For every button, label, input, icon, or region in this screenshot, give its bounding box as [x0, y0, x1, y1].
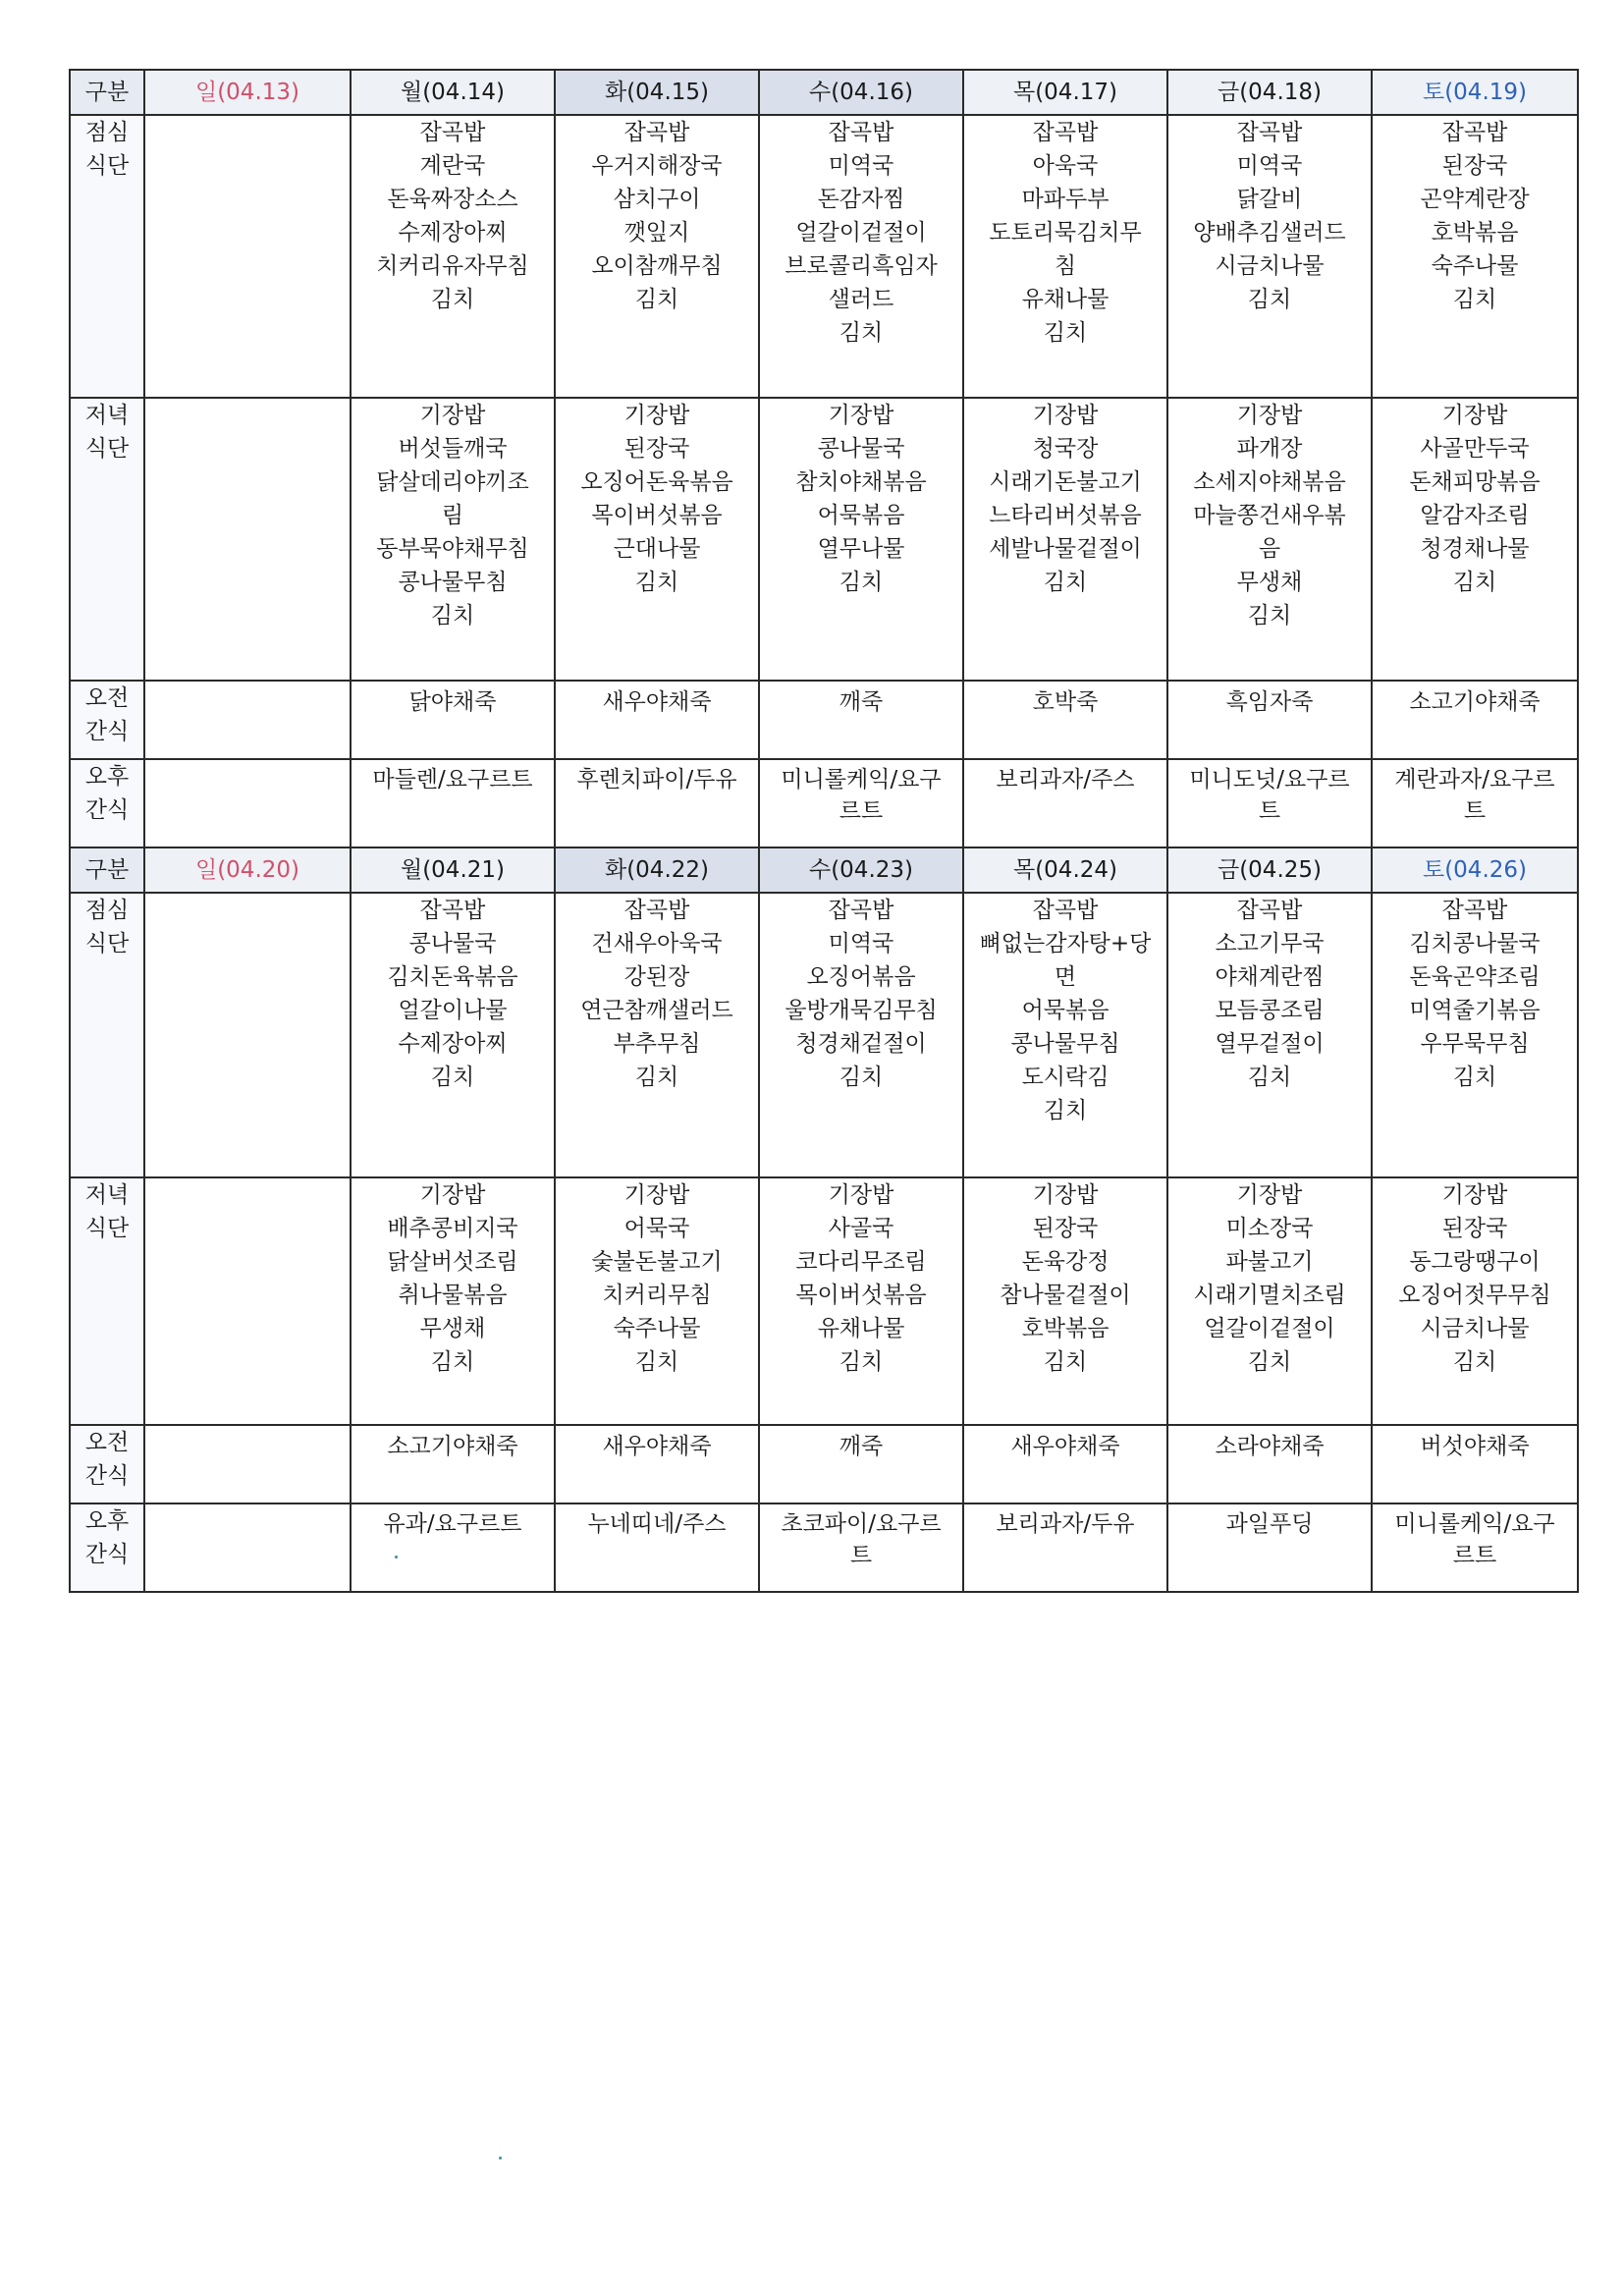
menu-item: 시금치나물: [1420, 1316, 1530, 1341]
menu-cell: [1372, 681, 1578, 759]
day-header: 화(04.22): [555, 847, 759, 893]
menu-cell: [144, 759, 351, 847]
menu-cell: [1167, 681, 1372, 759]
menu-cell: [144, 1177, 351, 1425]
menu-cell: [963, 1503, 1167, 1592]
menu-cell: [759, 759, 963, 847]
menu-item: 마들렌/요구르트: [372, 767, 533, 793]
menu-item: 보리과자/두유: [996, 1511, 1135, 1537]
menu-item: 기장밥: [1032, 403, 1099, 428]
menu-item: 기장밥: [1441, 403, 1508, 428]
menu-item: 김치: [634, 287, 679, 312]
menu-item: 어묵국: [623, 1216, 690, 1241]
weekly-meal-table: [69, 69, 1579, 1593]
day-header: 일(04.13): [144, 70, 351, 115]
menu-item: 청국장: [1032, 436, 1099, 462]
menu-cell: [144, 398, 351, 681]
menu-item: 느타리버섯볶음: [989, 503, 1142, 528]
menu-item: 연근참깨샐러드: [580, 998, 733, 1023]
menu-item: 참치야채볶음: [795, 469, 927, 495]
menu-item: 치커리무침: [602, 1283, 712, 1308]
menu-item: 기장밥: [1441, 1182, 1508, 1208]
menu-item: 흑임자죽: [1225, 689, 1314, 715]
menu-item: 동그랑땡구이: [1409, 1249, 1541, 1275]
menu-item: 호박볶음: [1431, 220, 1519, 246]
day-header: 토(04.19): [1372, 70, 1578, 115]
day-header: 일(04.20): [144, 847, 351, 893]
am-snack-label: [70, 681, 144, 759]
label-line: 저녁: [84, 1182, 130, 1208]
menu-item: 열무나물: [817, 536, 905, 562]
menu-item: 김치: [1043, 320, 1088, 346]
menu-item: 림: [441, 503, 464, 528]
lunch-row: [70, 115, 1578, 398]
menu-item: 목이버섯볶음: [591, 503, 723, 528]
menu-cell: [1372, 1503, 1578, 1592]
menu-cell: [555, 1177, 759, 1425]
menu-item: 숙주나물: [1431, 253, 1519, 279]
menu-item: 된장국: [1441, 1216, 1508, 1241]
menu-item: 오징어돈육볶음: [580, 469, 733, 495]
menu-cell: [555, 398, 759, 681]
menu-item: 된장국: [623, 436, 690, 462]
menu-cell: [1372, 759, 1578, 847]
label-line: 간식: [84, 797, 130, 823]
pm-snack-label: [70, 1503, 144, 1592]
menu-item: 김치: [1043, 1098, 1088, 1123]
menu-item: 샐러드: [828, 287, 894, 312]
menu-item: 깨죽: [839, 1434, 884, 1459]
menu-cell: [351, 1177, 555, 1425]
menu-item: 청경채겉절이: [795, 1031, 927, 1057]
menu-item: 사골만두국: [1420, 436, 1530, 462]
menu-cell: [555, 681, 759, 759]
menu-item: 브로콜리흑임자: [785, 253, 938, 279]
menu-cell: [759, 1425, 963, 1503]
menu-item: 김치: [430, 287, 475, 312]
menu-item: 잡곡밥: [623, 898, 690, 923]
menu-cell: [351, 115, 555, 398]
menu-cell: [963, 115, 1167, 398]
menu-cell: [759, 115, 963, 398]
menu-item: 배추콩비지국: [387, 1216, 518, 1241]
menu-item: 건새우아욱국: [591, 931, 723, 957]
menu-cell: [1167, 1425, 1372, 1503]
scan-speck: [499, 2157, 502, 2159]
menu-item: 취나물볶음: [398, 1283, 508, 1308]
menu-cell: [759, 893, 963, 1177]
label-line: 식단: [84, 436, 130, 462]
menu-cell: [963, 398, 1167, 681]
menu-item: 잡곡밥: [419, 898, 486, 923]
menu-item: 코다리무조림: [795, 1249, 927, 1275]
header-row: [70, 70, 1578, 115]
label-line: 오후: [84, 1508, 130, 1534]
menu-item: 기장밥: [828, 403, 894, 428]
menu-cell: [555, 1425, 759, 1503]
menu-item: 누네띠네/주스: [587, 1511, 727, 1537]
menu-item: 음: [1258, 536, 1281, 562]
menu-item: 돈육강정: [1021, 1249, 1110, 1275]
menu-item: 잡곡밥: [1236, 120, 1303, 145]
menu-item: 트: [1258, 798, 1281, 824]
menu-item: 숯불돈불고기: [591, 1249, 723, 1275]
menu-item: 참나물겉절이: [1000, 1283, 1131, 1308]
menu-item: 김치: [1247, 603, 1292, 629]
menu-item: 무생채: [419, 1316, 486, 1341]
menu-item: 무생채: [1236, 570, 1303, 595]
menu-cell: [1167, 1503, 1372, 1592]
menu-item: 김치: [1452, 1065, 1497, 1090]
menu-cell: [1372, 115, 1578, 398]
label-line: 오후: [84, 764, 130, 790]
menu-item: 유채나물: [1021, 287, 1110, 312]
menu-item: 새우야채죽: [602, 689, 712, 715]
menu-item: 미역줄기볶음: [1409, 998, 1541, 1023]
menu-item: 닭야채죽: [408, 689, 497, 715]
menu-cell: [1167, 759, 1372, 847]
label-line: 점심: [84, 898, 130, 923]
lunch-label: [70, 893, 144, 1177]
menu-cell: [1167, 1177, 1372, 1425]
menu-item: 침: [1054, 253, 1077, 279]
menu-item: 김치: [634, 570, 679, 595]
menu-cell: [351, 759, 555, 847]
menu-item: 기장밥: [828, 1182, 894, 1208]
menu-item: 시래기돈불고기: [989, 469, 1142, 495]
scan-speck: [395, 1556, 398, 1558]
menu-item: 잡곡밥: [419, 120, 486, 145]
menu-cell: [144, 1425, 351, 1503]
menu-item: 기장밥: [419, 1182, 486, 1208]
menu-cell: [759, 1503, 963, 1592]
menu-item: 김치: [1247, 1349, 1292, 1375]
day-header: 목(04.17): [963, 70, 1167, 115]
menu-item: 김치: [430, 1349, 475, 1375]
menu-cell: [963, 1177, 1167, 1425]
day-header: 월(04.14): [351, 70, 555, 115]
menu-item: 잡곡밥: [828, 898, 894, 923]
menu-cell: [963, 893, 1167, 1177]
menu-item: 목이버섯볶음: [795, 1283, 927, 1308]
menu-item: 김치: [1452, 287, 1497, 312]
am-snack-row: [70, 681, 1578, 759]
menu-item: 콩나물국: [817, 436, 905, 462]
menu-item: 청경채나물: [1420, 536, 1530, 562]
menu-item: 김치: [1247, 287, 1292, 312]
menu-item: 기장밥: [1236, 403, 1303, 428]
menu-cell: [759, 681, 963, 759]
menu-item: 김치: [1043, 570, 1088, 595]
menu-item: 김치: [634, 1349, 679, 1375]
menu-cell: [1167, 115, 1372, 398]
menu-cell: [144, 1503, 351, 1592]
menu-item: 파개장: [1236, 436, 1303, 462]
menu-item: 우거지해장국: [591, 153, 723, 179]
menu-item: 기장밥: [623, 403, 690, 428]
menu-item: 김치: [1247, 1065, 1292, 1090]
menu-item: 어묵볶음: [817, 503, 905, 528]
label-line: 오전: [84, 1430, 130, 1455]
menu-item: 기장밥: [1032, 1182, 1099, 1208]
menu-item: 트: [849, 1543, 873, 1568]
menu-item: 돈채피망볶음: [1409, 469, 1541, 495]
menu-item: 김치: [839, 320, 884, 346]
meal-plan-sheet: [69, 69, 1577, 1593]
menu-item: 파불고기: [1225, 1249, 1314, 1275]
menu-item: 깻잎지: [623, 220, 690, 246]
menu-item: 미역국: [828, 931, 894, 957]
menu-item: 잡곡밥: [1236, 898, 1303, 923]
menu-cell: [144, 681, 351, 759]
menu-cell: [555, 1503, 759, 1592]
day-header: 금(04.18): [1167, 70, 1372, 115]
label-line: 오전: [84, 685, 130, 711]
menu-item: 콩나물국: [408, 931, 497, 957]
menu-item: 양배추김샐러드: [1193, 220, 1346, 246]
dinner-row: [70, 398, 1578, 681]
menu-item: 기장밥: [623, 1182, 690, 1208]
menu-item: 김치콩나물국: [1409, 931, 1541, 957]
lunch-row: [70, 893, 1578, 1177]
menu-item: 닭살버섯조림: [387, 1249, 518, 1275]
menu-item: 콩나물무침: [1010, 1031, 1120, 1057]
menu-item: 새우야채죽: [602, 1434, 712, 1459]
menu-cell: [351, 1425, 555, 1503]
dinner-row: [70, 1177, 1578, 1425]
menu-item: 잡곡밥: [1441, 898, 1508, 923]
menu-item: 호박죽: [1032, 689, 1099, 715]
menu-item: 김치: [430, 603, 475, 629]
menu-item: 트: [1463, 798, 1487, 824]
label-line: 식단: [84, 1216, 130, 1241]
menu-item: 우무묵무침: [1420, 1031, 1530, 1057]
day-header: 금(04.25): [1167, 847, 1372, 893]
menu-item: 어묵볶음: [1021, 998, 1110, 1023]
menu-item: 면: [1054, 964, 1077, 990]
menu-item: 얼갈이겉절이: [795, 220, 927, 246]
menu-cell: [351, 893, 555, 1177]
am-snack-row: [70, 1425, 1578, 1503]
menu-item: 유채나물: [817, 1316, 905, 1341]
menu-item: 뼈없는감자탕+당: [979, 931, 1152, 957]
menu-cell: [555, 759, 759, 847]
menu-item: 김치: [430, 1065, 475, 1090]
menu-item: 보리과자/주스: [996, 767, 1135, 793]
menu-item: 돈감자찜: [817, 187, 905, 212]
menu-item: 알감자조림: [1420, 503, 1530, 528]
menu-item: 오징어젓무무침: [1398, 1283, 1551, 1308]
label-line: 저녁: [84, 403, 130, 428]
label-line: 점심: [84, 120, 130, 145]
menu-cell: [963, 759, 1167, 847]
menu-item: 김치돈육볶음: [387, 964, 518, 990]
menu-item: 얼갈이나물: [398, 998, 508, 1023]
menu-item: 된장국: [1032, 1216, 1099, 1241]
menu-item: 미니롤케익/요구: [781, 767, 942, 793]
menu-item: 소고기야채죽: [1409, 689, 1541, 715]
menu-item: 후렌치파이/두유: [576, 767, 737, 793]
menu-item: 숙주나물: [613, 1316, 701, 1341]
menu-item: 소고기야채죽: [387, 1434, 518, 1459]
menu-item: 르트: [839, 798, 884, 824]
menu-cell: [759, 398, 963, 681]
menu-item: 계란국: [419, 153, 486, 179]
menu-item: 기장밥: [1236, 1182, 1303, 1208]
menu-item: 미역국: [1236, 153, 1303, 179]
menu-item: 김치: [839, 570, 884, 595]
menu-item: 수제장아찌: [398, 1031, 508, 1057]
menu-item: 소고기무국: [1215, 931, 1325, 957]
label-line: 식단: [84, 153, 130, 179]
menu-cell: [963, 681, 1167, 759]
menu-item: 곤약계란장: [1420, 187, 1530, 212]
day-header: 월(04.21): [351, 847, 555, 893]
menu-item: 오징어볶음: [806, 964, 916, 990]
lunch-label: [70, 115, 144, 398]
day-header: 화(04.15): [555, 70, 759, 115]
menu-cell: [1372, 398, 1578, 681]
menu-cell: [963, 1425, 1167, 1503]
menu-item: 마파두부: [1021, 187, 1110, 212]
menu-item: 된장국: [1441, 153, 1508, 179]
menu-cell: [351, 681, 555, 759]
menu-item: 르트: [1452, 1543, 1497, 1568]
menu-item: 시래기멸치조림: [1193, 1283, 1346, 1308]
label-line: 간식: [84, 719, 130, 744]
menu-item: 김치: [839, 1065, 884, 1090]
menu-item: 미니롤케익/요구: [1394, 1511, 1555, 1537]
menu-cell: [1167, 398, 1372, 681]
menu-cell: [555, 115, 759, 398]
menu-item: 버섯들깨국: [398, 436, 508, 462]
menu-item: 초코파이/요구르: [781, 1511, 942, 1537]
menu-item: 닭살데리야끼조: [376, 469, 529, 495]
menu-item: 잡곡밥: [1032, 898, 1099, 923]
menu-item: 소세지야채볶음: [1193, 469, 1346, 495]
menu-item: 김치: [634, 1065, 679, 1090]
menu-item: 사골국: [828, 1216, 894, 1241]
menu-item: 미소장국: [1225, 1216, 1314, 1241]
menu-item: 호박볶음: [1021, 1316, 1110, 1341]
menu-item: 부추무침: [613, 1031, 701, 1057]
menu-item: 오이참깨무침: [591, 253, 723, 279]
day-header: 목(04.24): [963, 847, 1167, 893]
menu-item: 울방개묵김무침: [785, 998, 938, 1023]
pm-snack-label: [70, 759, 144, 847]
menu-item: 치커리유자무침: [376, 253, 529, 279]
menu-item: 김치: [1452, 570, 1497, 595]
day-header: 토(04.26): [1372, 847, 1578, 893]
menu-cell: [351, 1503, 555, 1592]
menu-item: 아욱국: [1032, 153, 1099, 179]
menu-item: 미니도넛/요구르: [1189, 767, 1350, 793]
menu-item: 잡곡밥: [1441, 120, 1508, 145]
menu-item: 깨죽: [839, 689, 884, 715]
menu-cell: [1372, 893, 1578, 1177]
menu-cell: [1372, 1425, 1578, 1503]
menu-item: 소라야채죽: [1215, 1434, 1325, 1459]
category-header: 구분: [70, 847, 144, 893]
menu-item: 김치: [1043, 1349, 1088, 1375]
menu-item: 열무겉절이: [1215, 1031, 1325, 1057]
menu-item: 강된장: [623, 964, 690, 990]
menu-item: 야채계란찜: [1215, 964, 1325, 990]
menu-item: 삼치구이: [613, 187, 701, 212]
menu-item: 잡곡밥: [828, 120, 894, 145]
menu-item: 김치: [1452, 1349, 1497, 1375]
pm-snack-row: [70, 759, 1578, 847]
menu-item: 동부묵야채무침: [376, 536, 529, 562]
menu-cell: [1372, 1177, 1578, 1425]
menu-item: 돈육곤약조림: [1409, 964, 1541, 990]
menu-cell: [1167, 893, 1372, 1177]
menu-item: 모듬콩조림: [1215, 998, 1325, 1023]
menu-item: 닭갈비: [1236, 187, 1303, 212]
menu-item: 새우야채죽: [1010, 1434, 1120, 1459]
category-header: 구분: [70, 70, 144, 115]
label-line: 간식: [84, 1542, 130, 1567]
menu-item: 잡곡밥: [623, 120, 690, 145]
menu-item: 미역국: [828, 153, 894, 179]
menu-item: 도토리묵김치무: [989, 220, 1142, 246]
menu-item: 시금치나물: [1215, 253, 1325, 279]
day-header: 수(04.16): [759, 70, 963, 115]
menu-item: 김치: [839, 1349, 884, 1375]
menu-item: 근대나물: [613, 536, 701, 562]
menu-item: 도시락김: [1021, 1065, 1110, 1090]
day-header: 수(04.23): [759, 847, 963, 893]
am-snack-label: [70, 1425, 144, 1503]
menu-item: 돈육짜장소스: [387, 187, 518, 212]
label-line: 간식: [84, 1463, 130, 1489]
menu-item: 버섯야채죽: [1420, 1434, 1530, 1459]
menu-cell: [144, 115, 351, 398]
menu-cell: [759, 1177, 963, 1425]
menu-cell: [555, 893, 759, 1177]
menu-item: 콩나물무침: [398, 570, 508, 595]
dinner-label: [70, 398, 144, 681]
menu-item: 계란과자/요구르: [1394, 767, 1555, 793]
menu-cell: [144, 893, 351, 1177]
menu-item: 세발나물겉절이: [989, 536, 1142, 562]
menu-item: 잡곡밥: [1032, 120, 1099, 145]
dinner-label: [70, 1177, 144, 1425]
pm-snack-row: [70, 1503, 1578, 1592]
menu-cell: [351, 398, 555, 681]
menu-item: 유과/요구르트: [383, 1511, 522, 1537]
menu-item: 과일푸딩: [1225, 1511, 1314, 1537]
menu-item: 마늘쫑건새우볶: [1193, 503, 1346, 528]
label-line: 식단: [84, 931, 130, 957]
menu-item: 얼갈이겉절이: [1204, 1316, 1335, 1341]
menu-item: 기장밥: [419, 403, 486, 428]
menu-item: 수제장아찌: [398, 220, 508, 246]
header-row: [70, 847, 1578, 893]
